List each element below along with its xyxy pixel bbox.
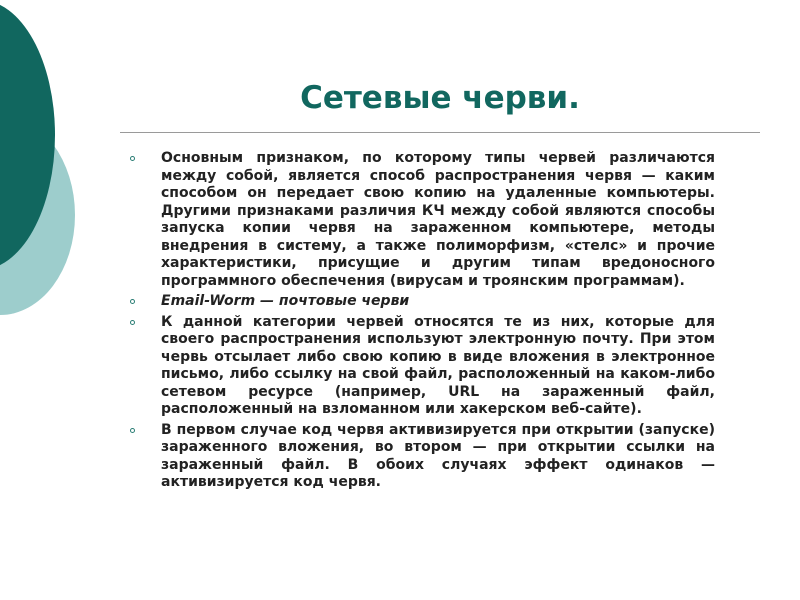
slide-title: Сетевые черви. bbox=[300, 80, 580, 116]
hollow-circle-icon bbox=[130, 299, 135, 304]
bullet-item bbox=[130, 314, 715, 419]
title-divider bbox=[120, 132, 760, 133]
hollow-circle-icon bbox=[130, 428, 135, 433]
bullet-list bbox=[130, 150, 715, 495]
bullet-text: К данной категории червей относятся те из них, которые для своего распространения используют электронную почту. При этом червь отсылает либо свою копию в виде вложения в электронное письмо, либо ссылку на свой файл, расположенный на каком-либо сетевом ресурсе (например, URL на зараженный файл, расположенный на взломанном или хакерском веб-сайте). bbox=[161, 313, 715, 417]
bullet-text: Email-Worm — почтовые черви bbox=[161, 293, 410, 309]
bullet-item bbox=[130, 150, 715, 290]
bullet-text: В первом случае код червя активизируется при открытии (запуске) зараженного вложения, во втором — при открытии ссылки на зараженный файл. В обоих случаях эффект одинаков — активизируется код червя. bbox=[161, 421, 715, 490]
bullet-text: Основным признаком, по которому типы червей различаются между собой, является способ распространения червя — каким способом он передает свою копию на удаленные компьютеры. Другими признаками различия КЧ между собой являются способы запуска копии червя на зараженном компьютере, методы внедрения в систему, а также полиморфизм, «стелс» и прочие характеристики, присущие и другим типам вредоносного программного обеспечения (вирусам и троянским программам). bbox=[161, 150, 715, 289]
bullet-item bbox=[130, 422, 715, 492]
hollow-circle-icon bbox=[130, 156, 135, 161]
hollow-circle-icon bbox=[130, 320, 135, 325]
bullet-item bbox=[130, 293, 715, 311]
